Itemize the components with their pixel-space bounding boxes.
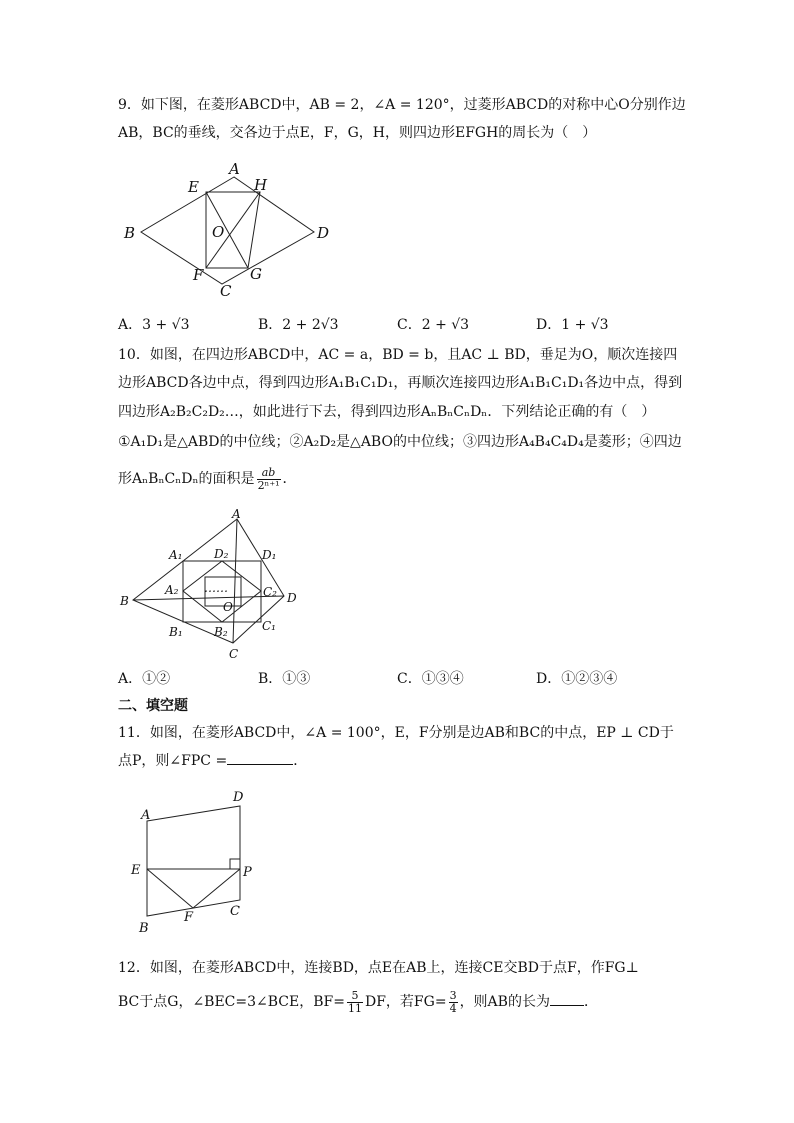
q11-label-C: C: [230, 904, 240, 919]
q10-line-5-end: ．: [282, 471, 297, 487]
q11-label-D: D: [233, 790, 244, 805]
q9-label-E: E: [188, 178, 199, 196]
q10-line-1: 10．如图，在四边形ABCD中，AC = a，BD = b，且AC ⊥ BD，垂足为O，顺次连接四: [118, 347, 678, 363]
q11-line-2: [118, 752, 678, 770]
q9-label-D: D: [317, 224, 330, 242]
q11-label-F: F: [184, 910, 194, 925]
q10-label-A2: A₂: [165, 583, 179, 597]
q10-label-O: O: [223, 600, 233, 614]
q10-line-3: 四边形A₂B₂C₂D₂…，如此进行下去，得到四边形AₙBₙCₙDₙ．下列结论正确的有（ ）: [118, 404, 656, 420]
q9-option-b[interactable]: B．2 + 2√3: [258, 317, 339, 333]
q12-fraction-fg-numerator: 3: [449, 988, 457, 1002]
q10-label-B1: B₁: [169, 625, 183, 639]
q10-line-2: 边形ABCD各边中点，得到四边形A₁B₁C₁D₁，再顺次连接四边形A₁B₁C₁D₁各边中点，得到: [118, 375, 683, 391]
q9-option-d[interactable]: D．1 + √3: [536, 317, 609, 333]
q9-label-A: A: [229, 160, 240, 178]
q9-label-O: O: [212, 223, 225, 241]
q9-figure-rhombus: [118, 158, 348, 303]
q12-line-2: [118, 988, 678, 1016]
q9-option-a[interactable]: A．3 + √3: [118, 317, 190, 333]
q10-fraction-denominator: 2ⁿ⁺¹: [257, 478, 280, 492]
q10-label-D: D: [287, 591, 297, 605]
q9-line-1: 9．如下图，在菱形ABCD中，AB = 2，∠A = 120°，过菱形ABCD的对称中心O分别作边: [118, 97, 686, 113]
q9-label-C: C: [220, 282, 232, 300]
q10-label-dots: ……: [204, 581, 228, 595]
q12-line-2-mid: DF，若FG=: [364, 994, 447, 1010]
q11-line-2-text: 点P，则∠FPC =: [118, 753, 228, 769]
q10-option-c[interactable]: C．①③④: [397, 671, 464, 687]
q10-option-d[interactable]: D．①②③④: [536, 671, 618, 687]
q11-label-B: B: [139, 921, 149, 936]
q12-answer-blank[interactable]: [550, 993, 584, 1006]
q12-line-2-text: BC于点G，∠BEC=3∠BCE，BF=: [118, 994, 345, 1010]
q11-line-2-end: ．: [293, 753, 308, 769]
q10-label-B2: B₂: [214, 625, 228, 639]
q10-option-a[interactable]: A．①②: [118, 671, 171, 687]
q11-label-A: A: [141, 808, 151, 823]
q10-label-D2: D₂: [214, 547, 229, 561]
q11-figure-rhombus: [128, 786, 258, 936]
section-heading-fill-blank: 二、填空题: [118, 698, 188, 714]
q10-option-b[interactable]: B．①③: [258, 671, 311, 687]
q12-line-2-end: ．: [583, 994, 598, 1010]
q11-line-1: 11．如图，在菱形ABCD中，∠A = 100°，E，F分别是边AB和BC的中点，EP ⊥ CD于: [118, 725, 674, 741]
q12-line-2-mid2: ，则AB的长为: [459, 994, 550, 1010]
q11-label-P: P: [243, 865, 252, 880]
q12-fraction-fg: [449, 990, 458, 1015]
q9-label-G: G: [250, 265, 262, 283]
q10-fraction-numerator: ab: [257, 467, 281, 480]
q12-line-1: 12．如图，在菱形ABCD中，连接BD，点E在AB上，连接CE交BD于点F，作FG⊥: [118, 960, 639, 976]
q12-fraction-fg-denominator: 4: [449, 1001, 457, 1015]
q9-line-2: AB，BC的垂线，交各边于点E，F，G，H，则四边形EFGH的周长为（ ）: [118, 125, 597, 141]
q10-line-5-text: 形AₙBₙCₙDₙ的面积是: [118, 471, 255, 487]
q9-label-H: H: [254, 176, 268, 194]
q9-label-B: B: [124, 224, 136, 242]
q12-fraction-bf-numerator: 5: [347, 990, 363, 1003]
q10-figure-quadrilateral: [118, 505, 318, 665]
q10-label-C1: C₁: [262, 619, 276, 633]
q11-label-E: E: [131, 863, 141, 878]
q10-line-4: ①A₁D₁是△ABD的中位线；②A₂D₂是△ABO的中位线；③四边形A₄B₄C₄D₄是菱形；④四边: [118, 434, 682, 450]
q11-answer-blank[interactable]: [227, 752, 293, 765]
q10-label-C2: C₂: [263, 585, 277, 599]
q10-label-B: B: [120, 594, 129, 608]
q12-fraction-bf-denominator: 11: [347, 1001, 362, 1015]
q12-fraction-bf: [347, 990, 363, 1015]
q10-area-fraction: [257, 467, 281, 492]
q9-label-F: F: [193, 266, 204, 284]
q10-label-A1: A₁: [169, 548, 183, 562]
q10-label-C: C: [229, 647, 239, 661]
q10-line-5: [118, 466, 678, 492]
q10-label-D1: D₁: [262, 548, 277, 562]
q9-option-c[interactable]: C．2 + √3: [397, 317, 470, 333]
q10-label-A: A: [232, 507, 241, 521]
